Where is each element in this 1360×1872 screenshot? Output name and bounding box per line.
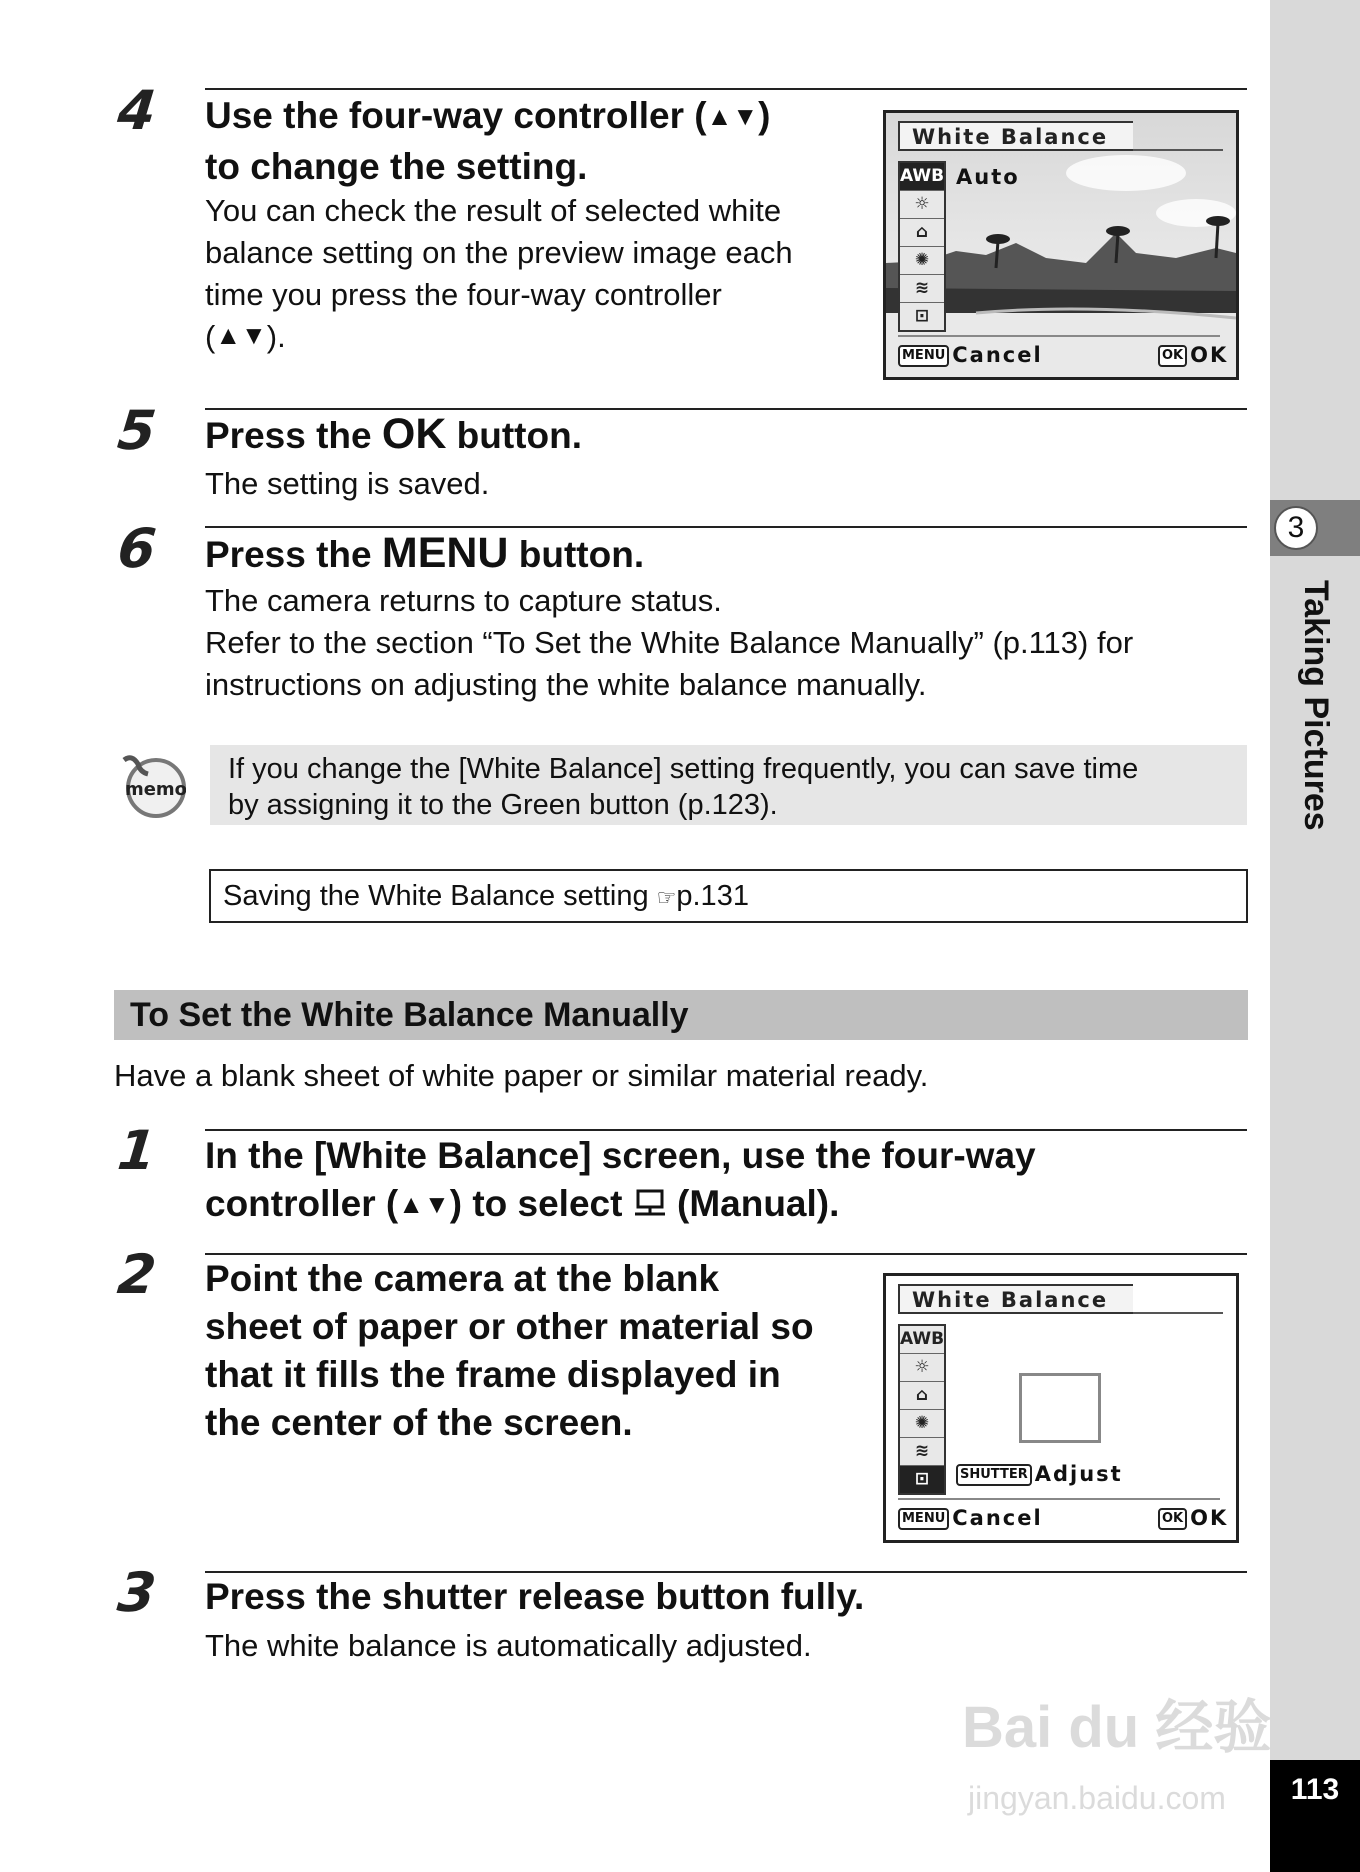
- svg-text:memo: memo: [124, 779, 186, 800]
- step-number: 4: [114, 79, 159, 142]
- divider: [205, 1129, 1247, 1131]
- step-title: Point the camera at the blank sheet of paper or other material so that it fills the frame displayed in the center of the screen.: [205, 1258, 814, 1443]
- screen-title: White Balance: [898, 1284, 1133, 1314]
- ok-key-icon: OK: [1158, 1508, 1187, 1530]
- divider: [205, 526, 1247, 528]
- up-down-arrows-icon: ▲▼: [398, 1189, 450, 1219]
- page-number: 113: [1270, 1760, 1360, 1872]
- title-text: Use the four-way controller (: [205, 95, 707, 136]
- step-body: The setting is saved.: [205, 466, 490, 501]
- step-body: [205, 580, 1133, 706]
- step-title: In the [White Balance] screen, use the four-way controller (▲▼) to select (Manual).: [205, 1135, 1036, 1224]
- step-title: Press the OK button.: [205, 410, 582, 458]
- pointing-hand-icon: ☞: [656, 885, 677, 910]
- step-body: The white balance is automatically adjusted.: [205, 1628, 812, 1663]
- awb-icon[interactable]: AWB: [900, 1326, 944, 1354]
- reference-text: Saving the White Balance setting: [223, 880, 657, 912]
- menu-button-label: MENU: [381, 529, 509, 577]
- manual-wb-icon: [633, 1182, 667, 1212]
- selected-mode-label: Auto: [956, 165, 1020, 189]
- watermark-logo: Bai du 经验: [962, 1695, 1272, 1760]
- ok-hint: OK OK: [1158, 343, 1228, 367]
- section-heading: To Set the White Balance Manually: [130, 996, 689, 1034]
- camera-screen-white-balance: [883, 110, 1239, 380]
- memo-icon: [118, 752, 186, 818]
- bottom-rule: [898, 1498, 1220, 1500]
- title-text: ): [758, 95, 771, 136]
- ok-key-icon: OK: [1158, 345, 1187, 367]
- body-line: Refer to the section “To Set the White Balance Manually” (p.113) for: [205, 625, 1134, 660]
- cancel-hint: MENU Cancel: [898, 1506, 1043, 1530]
- ok-hint: OK OK: [1158, 1506, 1228, 1530]
- step-title: Press the MENU button.: [205, 529, 645, 577]
- shade-icon[interactable]: ⌂: [900, 1382, 944, 1410]
- adjust-hint: SHUTTER Adjust: [956, 1462, 1123, 1486]
- memo-line: If you change the [White Balance] setting frequently, you can save time: [228, 753, 1139, 785]
- chapter-sidebar: [1270, 0, 1360, 1872]
- fluorescent-icon[interactable]: ≋: [900, 1438, 944, 1466]
- divider: [205, 88, 1247, 90]
- up-down-arrows-icon: ▲▼: [706, 101, 759, 131]
- title-rule: [1133, 149, 1223, 151]
- screen-title: White Balance: [898, 121, 1133, 151]
- menu-key-icon: MENU: [898, 345, 949, 367]
- chapter-number: 3: [1274, 506, 1318, 550]
- step-body: [205, 190, 793, 359]
- step-number: 6: [114, 517, 159, 580]
- body-line: time you press the four-way controller: [205, 277, 722, 312]
- step-number: 5: [114, 399, 159, 462]
- memo-line: by assigning it to the Green button (p.123).: [228, 789, 778, 821]
- title-rule: [1133, 1312, 1223, 1314]
- step-number: 1: [114, 1119, 159, 1182]
- step-number: 2: [114, 1243, 159, 1306]
- fluorescent-icon[interactable]: ≋: [900, 275, 944, 303]
- daylight-icon[interactable]: ☼: [900, 191, 944, 219]
- memo-box: [210, 745, 1247, 825]
- metering-frame: [1019, 1373, 1101, 1443]
- menu-key-icon: MENU: [898, 1508, 949, 1530]
- cancel-hint: MENU Cancel: [898, 343, 1043, 367]
- watermark-url: jingyan.baidu.com: [968, 1780, 1226, 1816]
- reference-page-link[interactable]: p.131: [676, 880, 749, 912]
- awb-icon[interactable]: AWB: [900, 163, 944, 191]
- section-intro: Have a blank sheet of white paper or similar material ready.: [114, 1058, 929, 1093]
- ok-button-label: OK: [381, 410, 447, 458]
- shade-icon[interactable]: ⌂: [900, 219, 944, 247]
- body-line: You can check the result of selected white: [205, 193, 782, 228]
- step-title: Press the shutter release button fully.: [205, 1576, 865, 1617]
- step-number: 3: [114, 1561, 159, 1624]
- body-line: balance setting on the preview image each: [205, 235, 793, 270]
- title-text: to change the setting.: [205, 146, 588, 187]
- manual-icon[interactable]: ⊡: [900, 1466, 944, 1493]
- wb-mode-list: [898, 1324, 946, 1495]
- wb-mode-list: [898, 161, 946, 332]
- daylight-icon[interactable]: ☼: [900, 1354, 944, 1382]
- chapter-name: Taking Pictures: [1297, 580, 1335, 831]
- bottom-rule: [898, 335, 1220, 337]
- manual-icon[interactable]: ⊡: [914, 306, 930, 326]
- up-down-arrows-icon: ▲▼: [215, 320, 267, 350]
- tungsten-icon[interactable]: ✺: [900, 247, 944, 275]
- shutter-key-icon: SHUTTER: [956, 1464, 1032, 1486]
- tungsten-icon[interactable]: ✺: [900, 1410, 944, 1438]
- body-line: instructions on adjusting the white balance manually.: [205, 667, 927, 702]
- camera-screen-manual-wb: [883, 1273, 1239, 1543]
- step-title: [205, 92, 770, 191]
- body-line: The camera returns to capture status.: [205, 583, 722, 618]
- reference-box: [209, 869, 1248, 923]
- section-heading-bar: [114, 990, 1248, 1040]
- body-line: (▲▼).: [205, 319, 286, 354]
